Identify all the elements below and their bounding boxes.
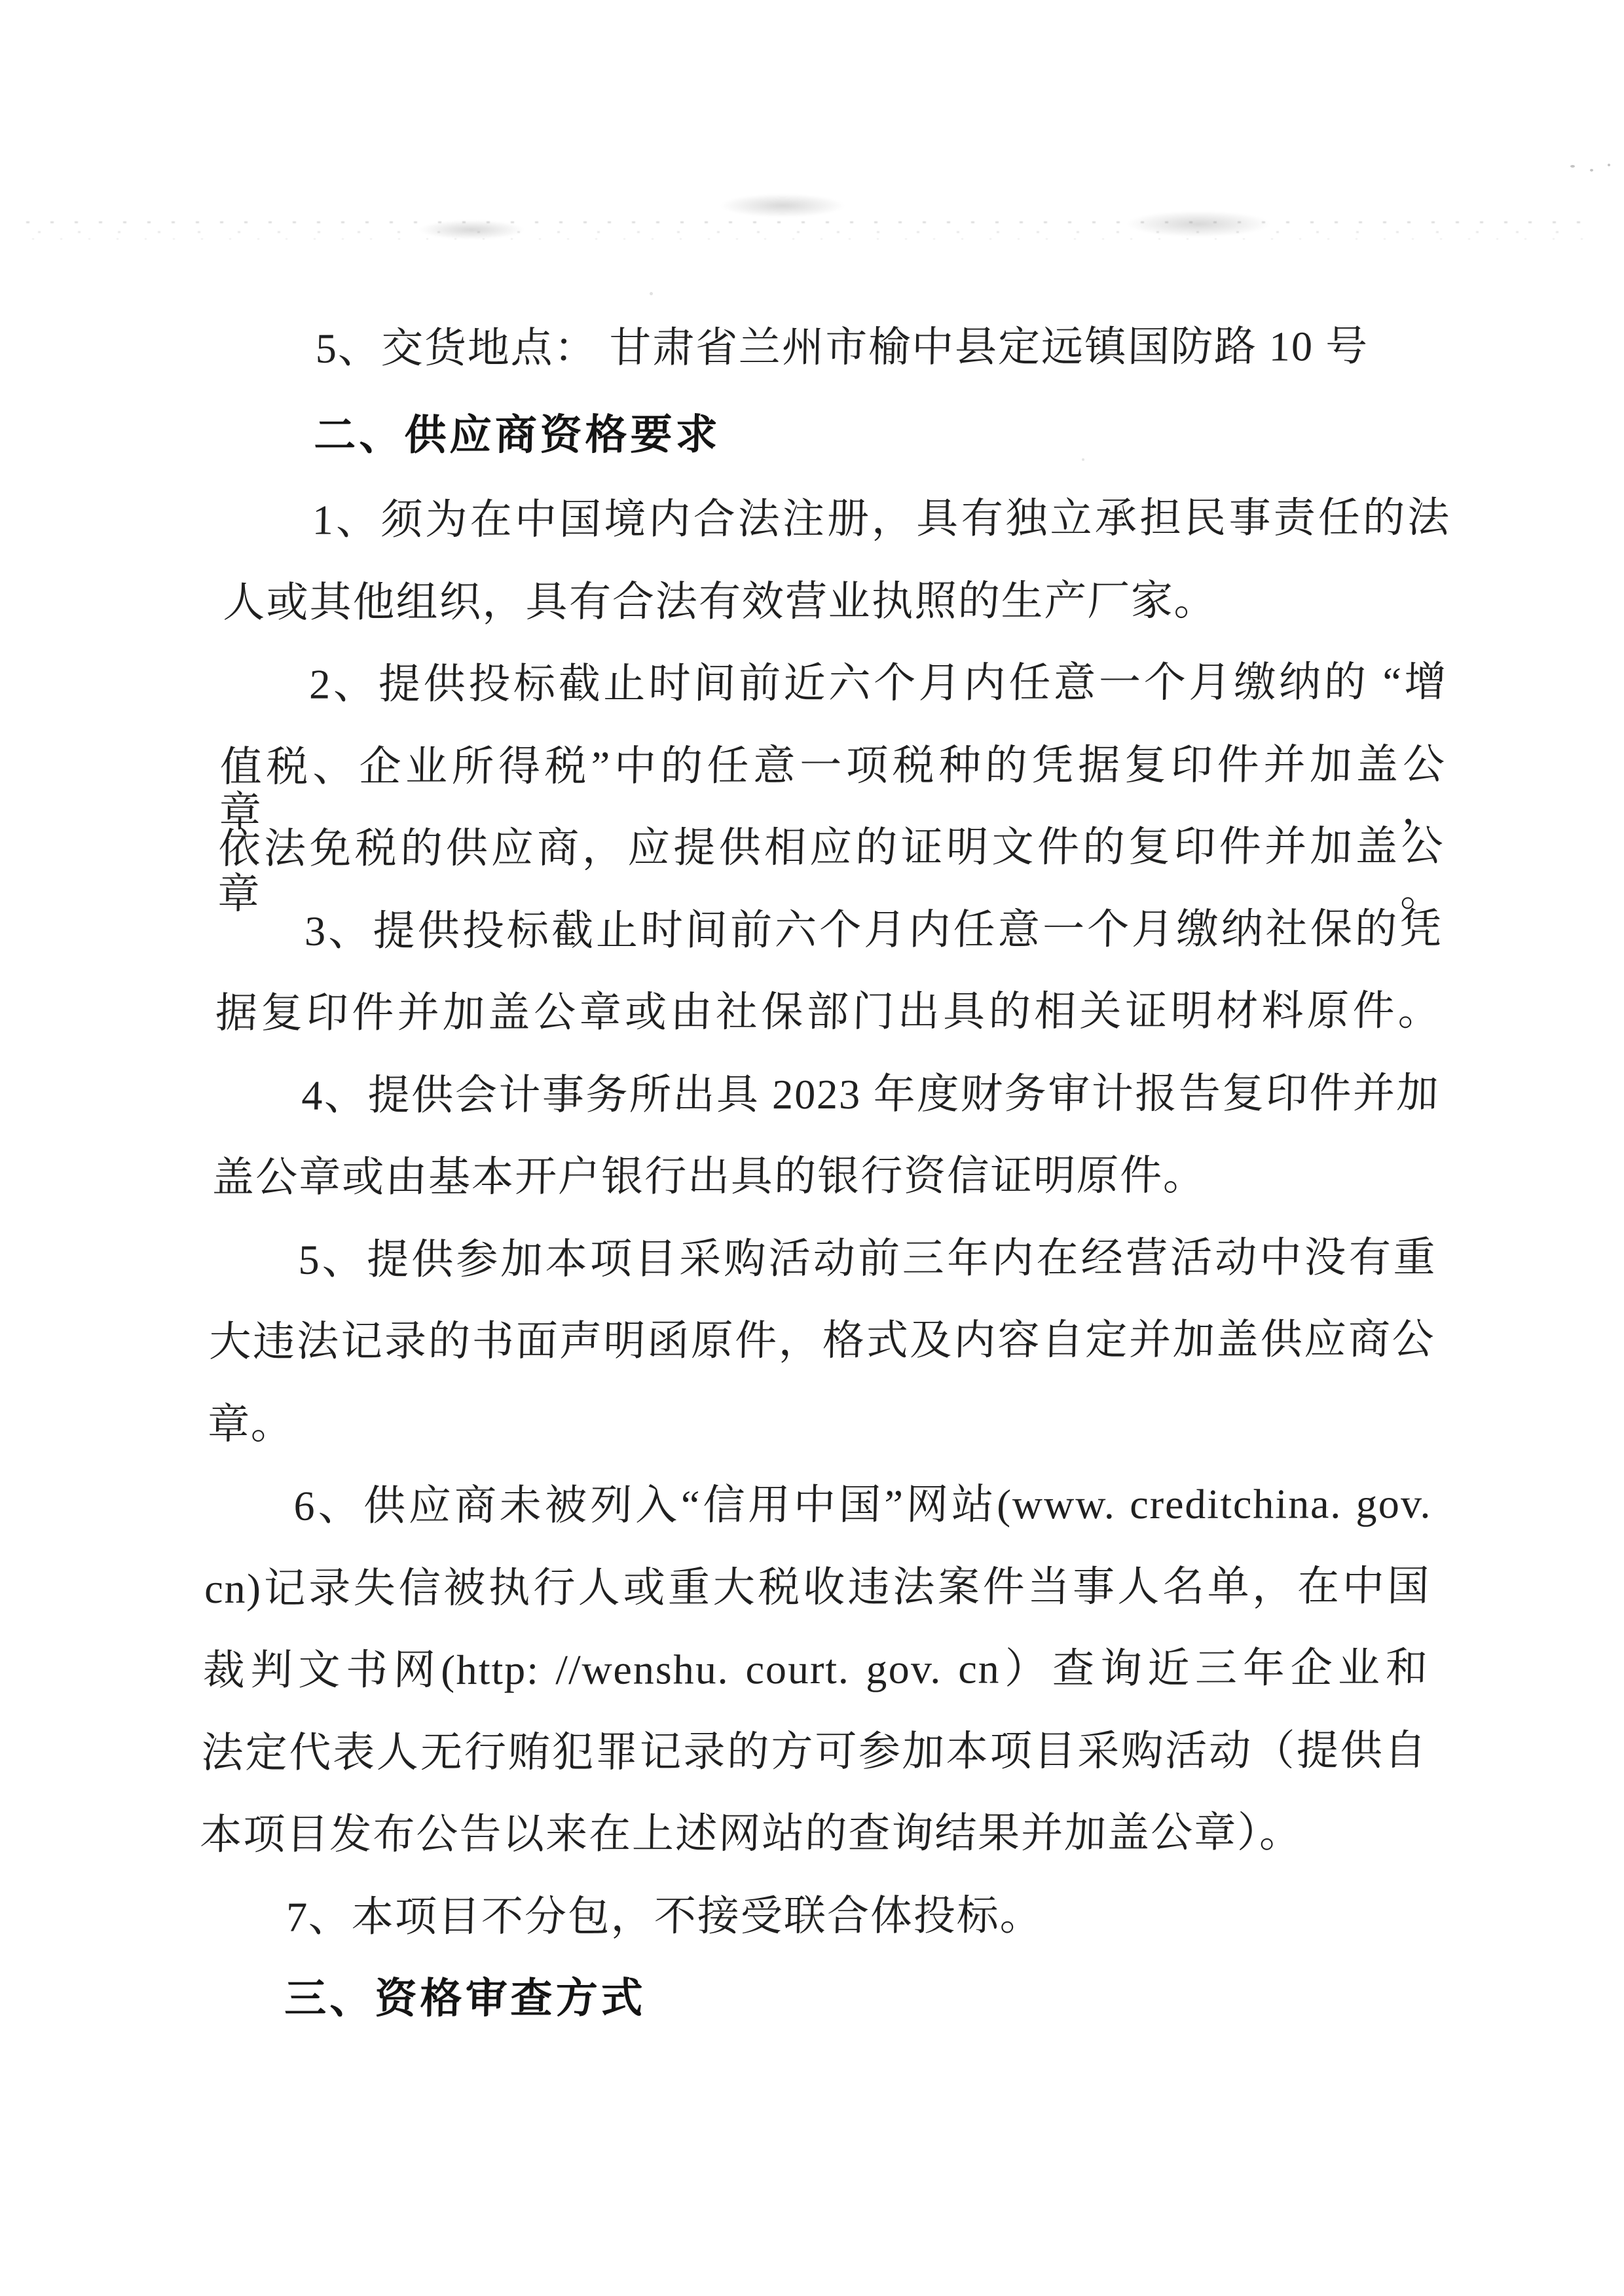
text-line: cn)记录失信被执行人或重大税收违法案件当事人名单，在中国 [204,1563,1431,1612]
text-line: 大违法记录的书面声明函原件，格式及内容自定并加盖供应商公 [208,1316,1436,1365]
document-text [191,0,1460,2296]
text-line: 3、提供投标截止时间前六个月内任意一个月缴纳社保的凭 [304,905,1443,955]
text-line: 6、供应商未被列入“信用中国”网站(www. creditchina. gov. [293,1480,1433,1529]
scan-speck [1590,169,1593,172]
text-line: 章。 [207,1400,295,1448]
scan-speck [1570,165,1575,168]
text-line: 7、本项目不分包，不接受联合体投标。 [286,1892,1044,1941]
text-line: 2、提供投标截止时间前近六个月内任意一个月缴纳的 “增 [308,659,1449,708]
text-line: 据复印件并加盖公章或由社保部门出具的相关证明材料原件。 [215,987,1442,1036]
text-line: 依法免税的供应商，应提供相应的证明文件的复印件并加盖公章。 [217,823,1445,918]
scan-speck [1608,164,1610,166]
text-line: 盖公章或由基本开户银行出具的银行资信证明原件。 [212,1152,1207,1201]
text-line: 1、须为在中国境内合法注册，具有独立承担民事责任的法 [312,494,1451,543]
text-line: 人或其他组织，具有合法有效营业执照的生产厂家。 [223,577,1218,626]
text-line: 裁判文书网(http: //wenshu. court. gov. cn）查询近三年企业和 [202,1645,1430,1694]
text-line: 5、交货地点： 甘肃省兰州市榆中县定远镇国防路 10 号 [315,323,1369,372]
text-line: 值税、企业所得税”中的任意一项税种的凭据复印件并加盖公章， [218,741,1447,836]
section-heading: 二、供应商资格要求 [313,410,722,459]
text-line: 法定代表人无行贿犯罪记录的方可参加本项目采购活动（提供自 [200,1727,1428,1776]
text-line: 本项目发布公告以来在上述网站的查询结果并加盖公章）。 [199,1809,1303,1858]
section-heading: 三、资格审查方式 [284,1974,647,2022]
text-line: 4、提供会计事务所出具 2023 年度财务审计报告复印件并加 [301,1070,1441,1119]
text-line: 5、提供参加本项目采购活动前三年内在经营活动中没有重 [298,1234,1437,1283]
